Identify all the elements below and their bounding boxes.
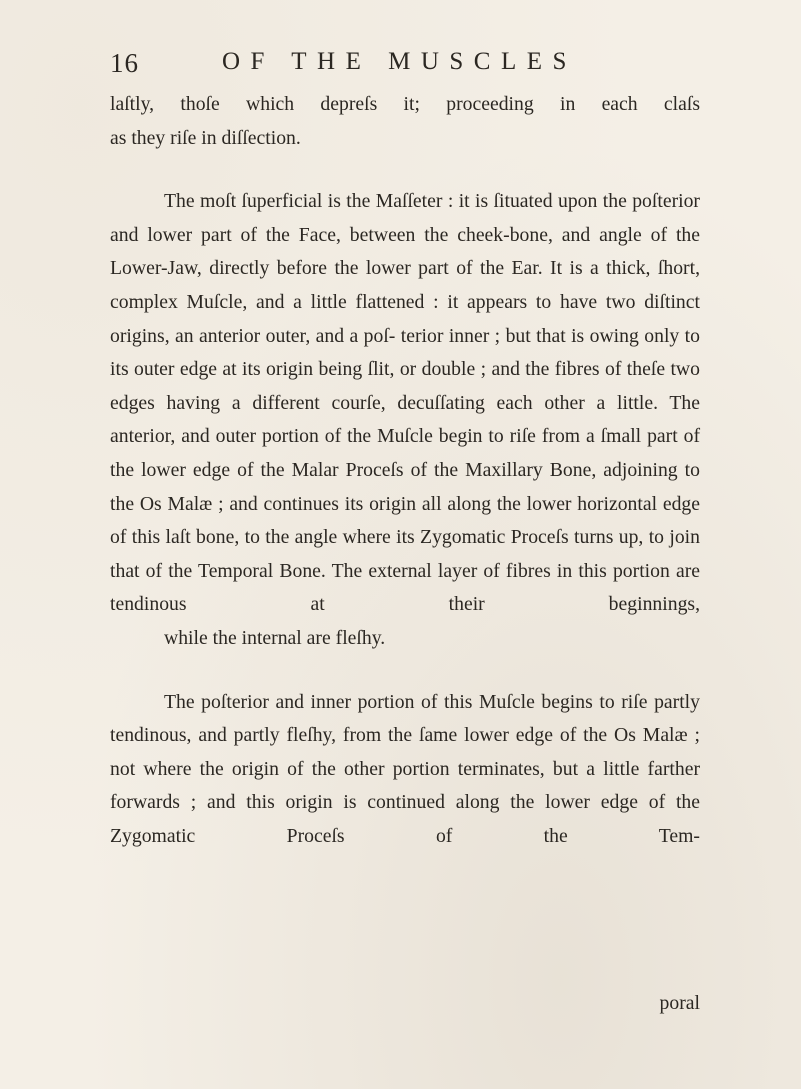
paragraph-2-text: The moſt ſuperficial is the Maſſeter : it is ſituated upon the poſterior and lower part of the Face, between the cheek-bone, and angle of the Lower-Jaw, directly before the lower part of the Ear. It is a thick, ſhort, complex Muſcle, and a little flattened : it appears to have two diſtinct origins, an anterior outer, and a poſ- terior inner ; but that is owing only to its outer edge at its origin being ſlit, or double ; and the fibres of theſe two edges having a different courſe, decuſſating each other a little. The anterior, and outer portion of the Muſcle begin to riſe from a ſmall part of the lower edge of the Malar Proceſs of the Maxillary Bone, adjoining to the Os Malæ ; and continues its origin all along the lower horizontal edge of this laſt bone, to the angle where its Zygomatic Proceſs turns up, to join that of the Temporal Bone. The external layer of fibres in this portion are tendinous at their beginnings, (110, 190, 700, 616)
paragraph-3 (110, 686, 700, 854)
page-number: 16 (110, 48, 139, 78)
catchword: poral (659, 992, 700, 1014)
paragraph-gap (110, 155, 700, 185)
paragraph-gap (110, 656, 700, 686)
paragraph-1-text: laſtly, thoſe which depreſs it; proceeding in each claſs (110, 93, 700, 115)
page-header (110, 48, 700, 84)
body-text (110, 88, 700, 853)
paragraph-2-last-line: while the internal are fleſhy. (164, 626, 386, 649)
paragraph-2 (110, 185, 700, 655)
running-head: OF THE MUSCLES (222, 48, 577, 75)
paragraph-1 (110, 88, 700, 155)
paragraph-1-last-line: as they riſe in diſſection. (110, 126, 301, 149)
paragraph-3-text: The poſterior and inner portion of this Muſcle begins to riſe partly tendinous, and partly fleſhy, from the ſame lower edge of the Os Malæ ; not where the origin of the other portion terminates, but a little farther forwards ; and this origin is continued along the lower edge of the Zygomatic Proceſs of the Tem- (110, 690, 700, 847)
